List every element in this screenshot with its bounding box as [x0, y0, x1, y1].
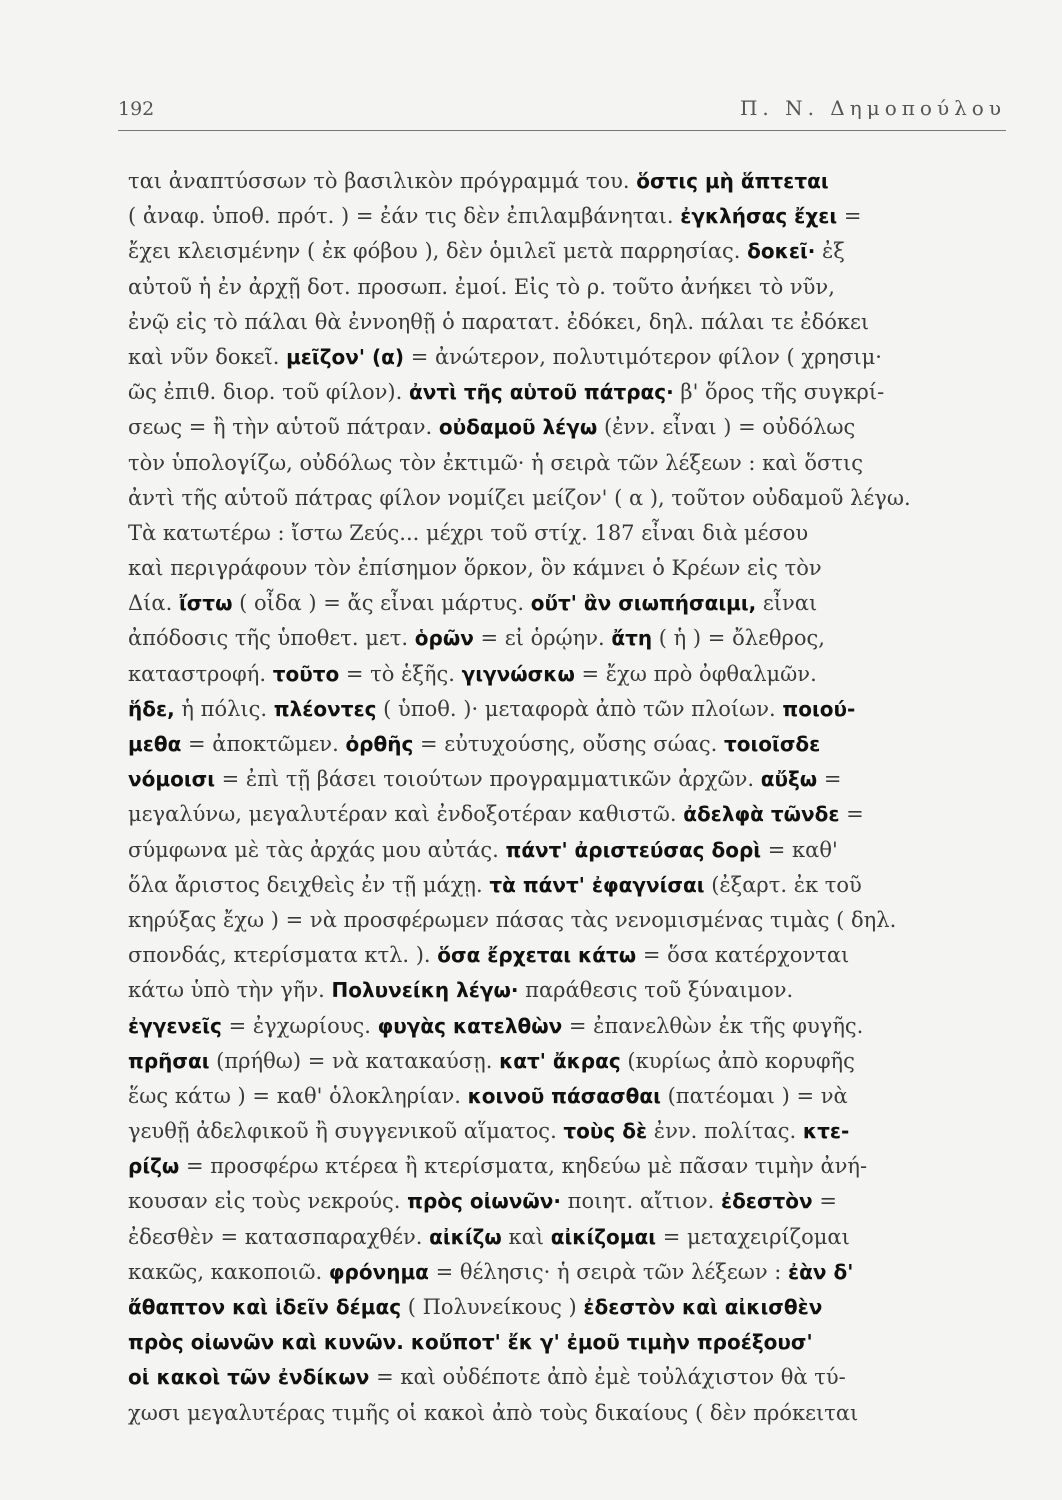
lemma-bold: ὀρθῆς — [345, 732, 414, 756]
lemma-bold: ρίζω — [128, 1154, 180, 1179]
text-line — [128, 1044, 996, 1079]
lemma-bold: αἰκίζομαι — [550, 1224, 657, 1249]
lemma-bold: μεθα — [128, 732, 182, 756]
gloss-text: = καὶ οὐδέποτε ἀπὸ ἐμὲ τοὐλάχιστον θὰ τύ- — [369, 1365, 846, 1390]
gloss-text: = ἐπὶ τῇ βάσει τοιούτων προγραμματικῶν ἀρχῶν. — [214, 767, 761, 792]
gloss-text: (πρήθω) = νὰ κατακαύσῃ. — [209, 1048, 500, 1073]
text-line — [128, 973, 996, 1008]
gloss-text: ἐξ — [815, 239, 845, 264]
text-line — [128, 797, 996, 832]
lemma-bold: πρὸς οἰωνῶν· — [407, 1189, 561, 1214]
lemma-bold: κτε- — [802, 1119, 850, 1144]
lemma-bold: ἐγγενεῖς — [128, 1013, 222, 1038]
page-number: 192 — [118, 98, 155, 120]
gloss-text: ἡ πόλις. — [174, 696, 274, 721]
text-line — [128, 551, 996, 586]
gloss-text: (ἐξαρτ. ἐκ τοῦ — [704, 872, 862, 897]
gloss-text: αὐτοῦ ἡ ἐν ἀρχῇ δοτ. προσωπ. ἐμοί. Εἰς τὸ ρ. τοῦτο ἀνήκει τὸ νῦν, — [128, 274, 835, 299]
gloss-text: = ἀνώτερον, πολυτιμότερον φίλον ( χρησιμ· — [404, 344, 882, 369]
lemma-bold: ἄθαπτον καὶ ἰδεῖν δέμας — [128, 1295, 402, 1319]
text-line — [128, 1149, 996, 1184]
text-line — [128, 1396, 996, 1431]
lemma-bold: ὁρῶν — [414, 626, 474, 651]
text-line — [128, 692, 996, 727]
gloss-text: = ἀποκτῶμεν. — [181, 732, 346, 756]
text-line — [128, 1360, 996, 1395]
text-line — [128, 1290, 996, 1325]
gloss-text: = προσφέρω κτέρεα ἢ κτερίσματα, κηδεύω μὲ πᾶσαν τιμὴν ἀνή- — [179, 1154, 868, 1179]
gloss-text: (πατέομαι ) = νὰ — [660, 1083, 848, 1108]
gloss-text: ῶς ἐπιθ. διορ. τοῦ φίλον). — [128, 380, 409, 405]
gloss-text: ( οἶδα ) = ἄς εἶναι μάρτυς. — [232, 591, 531, 616]
lemma-bold: τοὺς δὲ — [563, 1119, 648, 1144]
lemma-bold: μεῖζον' (α) — [286, 344, 405, 369]
gloss-text: β' ὅρος τῆς συγκρί- — [673, 380, 885, 405]
lemma-bold: τὰ πάντ' ἐφαγνίσαι — [489, 872, 705, 897]
lemma-bold: οὐδαμοῦ λέγω — [438, 415, 598, 440]
text-line — [128, 234, 996, 269]
gloss-text: ( Πολυνείκους ) — [401, 1295, 584, 1319]
lemma-bold: ἄτη — [611, 626, 653, 651]
lemma-bold: πρὸς οἰωνῶν καὶ κυνῶν. κοὔποτ' ἔκ γ' ἐμοῦ τιμὴν προέξουσ' — [128, 1330, 813, 1355]
gloss-text: καὶ νῦν δοκεῖ. — [128, 344, 287, 369]
gloss-text: ποιητ. αἴτιον. — [561, 1189, 721, 1214]
text-line — [128, 621, 996, 656]
gloss-text: ἕως κάτω ) = καθ' ὁλοκληρίαν. — [128, 1083, 468, 1108]
gloss-text: σύμφωνα μὲ τὰς ἀρχάς μου αὐτάς. — [128, 837, 506, 862]
lemma-bold: πάντ' ἀριστεύσας δορὶ — [505, 837, 762, 862]
lemma-bold: γιγνώσκω — [461, 661, 575, 686]
gloss-text: κουσαν εἰς τοὺς νεκρούς. — [128, 1189, 408, 1214]
lemma-bold: ποιού- — [782, 696, 856, 721]
gloss-text: = τὸ ἑξῆς. — [339, 661, 462, 686]
lemma-bold: τοιοῖσδε — [723, 732, 821, 756]
gloss-text: Τὰ κατωτέρω : ἴστω Ζεύς... μέχρι τοῦ στίχ. 187 εἶναι διὰ μέσου — [128, 520, 809, 545]
text-line — [128, 727, 996, 762]
lemma-bold: ἐδεστὸν καὶ αἰκισθὲν — [583, 1295, 823, 1319]
gloss-text: χωσι μεγαλυτέρας τιμῆς οἱ κακοὶ ἀπὸ τοὺς δικαίους ( δὲν πρόκειται — [128, 1400, 859, 1425]
gloss-text: ἔχει κλεισμένην ( ἐκ φόβου ), δὲν ὁμιλεῖ μετὰ παρρησίας. — [128, 239, 748, 264]
lemma-bold: φυγὰς κατελθὼν — [377, 1013, 563, 1038]
gloss-text: ὅλα ἄριστος δειχθεὶς ἐν τῇ μάχῃ. — [128, 872, 490, 897]
gloss-text: (κυρίως ἀπὸ κορυφῆς — [620, 1048, 855, 1073]
gloss-text: = μεταχειρίζομαι — [656, 1224, 850, 1249]
gloss-text: ται ἀναπτύσσων τὸ βασιλικὸν πρόγραμμά του. — [128, 169, 637, 193]
lemma-bold: ἥδε, — [128, 696, 175, 721]
lemma-bold: φρόνημα — [328, 1259, 429, 1284]
text-line — [128, 305, 996, 340]
lemma-bold: ἐγκλήσας ἔχει — [680, 204, 838, 229]
text-line — [128, 410, 996, 445]
gloss-text: καταστροφή. — [128, 661, 273, 686]
gloss-text: μεγαλύνω, μεγαλυτέραν καὶ ἐνδοξοτέραν καθιστῶ. — [128, 802, 684, 827]
gloss-text: = θέλησις· ἡ σειρὰ τῶν λέξεων : — [428, 1259, 789, 1284]
text-line — [128, 1079, 996, 1114]
text-line — [128, 481, 996, 516]
text-line — [128, 903, 996, 938]
text-line — [128, 833, 996, 868]
gloss-text: = — [837, 204, 862, 229]
lemma-bold: κοινοῦ πάσασθαι — [467, 1083, 661, 1108]
text-line — [128, 657, 996, 692]
lemma-bold: αὔξω — [760, 767, 818, 792]
text-line — [128, 516, 996, 551]
text-line — [128, 1255, 996, 1290]
lemma-bold: δοκεῖ· — [747, 239, 816, 264]
lemma-bold: ὅσα ἔρχεται κάτω — [437, 943, 637, 968]
gloss-text: κάτω ὑπὸ τὴν γῆν. — [128, 978, 332, 1003]
text-line — [128, 199, 996, 234]
gloss-text: ἐνῷ εἰς τὸ πάλαι θὰ ἐννοηθῇ ὁ παρατατ. ἐδόκει, δηλ. πάλαι τε ἐδόκει — [128, 309, 870, 334]
gloss-text: Δία. — [128, 591, 179, 616]
gloss-text: = ἐγχωρίους. — [221, 1013, 378, 1038]
running-title: Π. Ν. Δημοπούλου — [739, 96, 1006, 120]
gloss-text: παράθεσις τοῦ ξύναιμον. — [518, 978, 794, 1003]
lemma-bold: αἰκίζω — [429, 1224, 502, 1249]
gloss-text: κηρύξας ἔχω ) = νὰ προσφέρωμεν πάσας τὰς νενομισμένας τιμὰς ( δηλ. — [128, 907, 897, 932]
lemma-bold: ἀντὶ τῆς αὑτοῦ πάτρας· — [408, 380, 674, 405]
gloss-text: γευθῇ ἀδελφικοῦ ἢ συγγενικοῦ αἵματος. — [128, 1119, 564, 1144]
lemma-bold: τοῦτο — [272, 661, 340, 686]
text-line — [128, 1009, 996, 1044]
gloss-text: κακῶς, κακοποιῶ. — [128, 1259, 329, 1284]
lemma-bold: νόμοισι — [128, 767, 215, 792]
lemma-bold: ὅστις μὴ ἅπτεται — [636, 169, 829, 193]
gloss-text: καὶ περιγράφουν τὸν ἐπίσημον ὅρκον, ὃν κάμνει ὁ Κρέων εἰς τὸν — [128, 556, 822, 581]
gloss-text: εἶναι — [756, 591, 818, 616]
gloss-text: = εἰ ὁρῴην. — [473, 626, 612, 651]
text-line — [128, 164, 996, 199]
text-line — [128, 938, 996, 973]
gloss-text: ( ὑποθ. )· μεταφορὰ ἀπὸ τῶν πλοίων. — [376, 696, 783, 721]
gloss-text: = ἐπανελθὼν ἐκ τῆς φυγῆς. — [562, 1013, 864, 1038]
gloss-text: σπονδάς, κτερίσματα κτλ. ). — [128, 943, 438, 968]
text-line — [128, 375, 996, 410]
text-line — [128, 340, 996, 375]
text-line — [128, 270, 996, 305]
gloss-text: ἀντὶ τῆς αὑτοῦ πάτρας φίλον νομίζει μείζον' ( α ), τοῦτον οὐδαμοῦ λέγω. — [128, 485, 911, 510]
text-line — [128, 1220, 996, 1255]
gloss-text: = ὅσα κατέρχονται — [636, 943, 850, 968]
lemma-bold: πρῆσαι — [128, 1048, 210, 1073]
commentary-text — [128, 164, 996, 1431]
gloss-text: = ἔχω πρὸ ὀφθαλμῶν. — [574, 661, 817, 686]
gloss-text: ( ἀναφ. ὑποθ. πρότ. ) = ἐάν τις δὲν ἐπιλαμβάνηται. — [128, 204, 681, 229]
gloss-text: ἐδεσθὲν = κατασπαραχθέν. — [128, 1224, 430, 1249]
lemma-bold: ἐδεστὸν — [720, 1189, 813, 1214]
gloss-text: ἐνν. πολίτας. — [647, 1119, 803, 1144]
lemma-bold: Πολυνείκη λέγω· — [331, 978, 519, 1003]
gloss-text: = — [817, 767, 842, 792]
gloss-text: ( ἡ ) = ὄλεθρος, — [652, 626, 825, 651]
lemma-bold: οὔτ' ἂν σιωπήσαιμι, — [530, 591, 757, 616]
gloss-text: σεως = ἢ τὴν αὑτοῦ πάτραν. — [128, 415, 439, 440]
gloss-text: τὸν ὑπολογίζω, οὐδόλως τὸν ἐκτιμῶ· ἡ σειρὰ τῶν λέξεων : καὶ ὅστις — [128, 450, 863, 475]
gloss-text: = — [839, 802, 864, 827]
header-rule — [118, 130, 1006, 131]
lemma-bold: ἐὰν δ' — [788, 1259, 854, 1284]
gloss-text: ἀπόδοσις τῆς ὑποθετ. μετ. — [128, 626, 415, 651]
lemma-bold: οἱ κακοὶ τῶν ἐνδίκων — [128, 1365, 370, 1390]
gloss-text: = — [812, 1189, 837, 1214]
text-line — [128, 446, 996, 481]
lemma-bold: πλέοντες — [273, 696, 377, 721]
text-line — [128, 868, 996, 903]
lemma-bold: ἀδελφὰ τῶνδε — [683, 802, 840, 827]
gloss-text: (ἐνν. εἶναι ) = οὐδόλως — [597, 415, 856, 440]
gloss-text: = καθ' — [761, 837, 838, 862]
text-line — [128, 1184, 996, 1219]
running-header — [118, 96, 1006, 120]
lemma-bold: κατ' ἄκρας — [499, 1048, 621, 1073]
gloss-text: = εὐτυχούσης, οὔσης σώας. — [413, 732, 724, 756]
text-line — [128, 1114, 996, 1149]
text-line — [128, 762, 996, 797]
lemma-bold: ἴστω — [178, 591, 233, 616]
text-line — [128, 1325, 996, 1360]
gloss-text: καὶ — [501, 1224, 551, 1249]
text-line — [128, 586, 996, 621]
